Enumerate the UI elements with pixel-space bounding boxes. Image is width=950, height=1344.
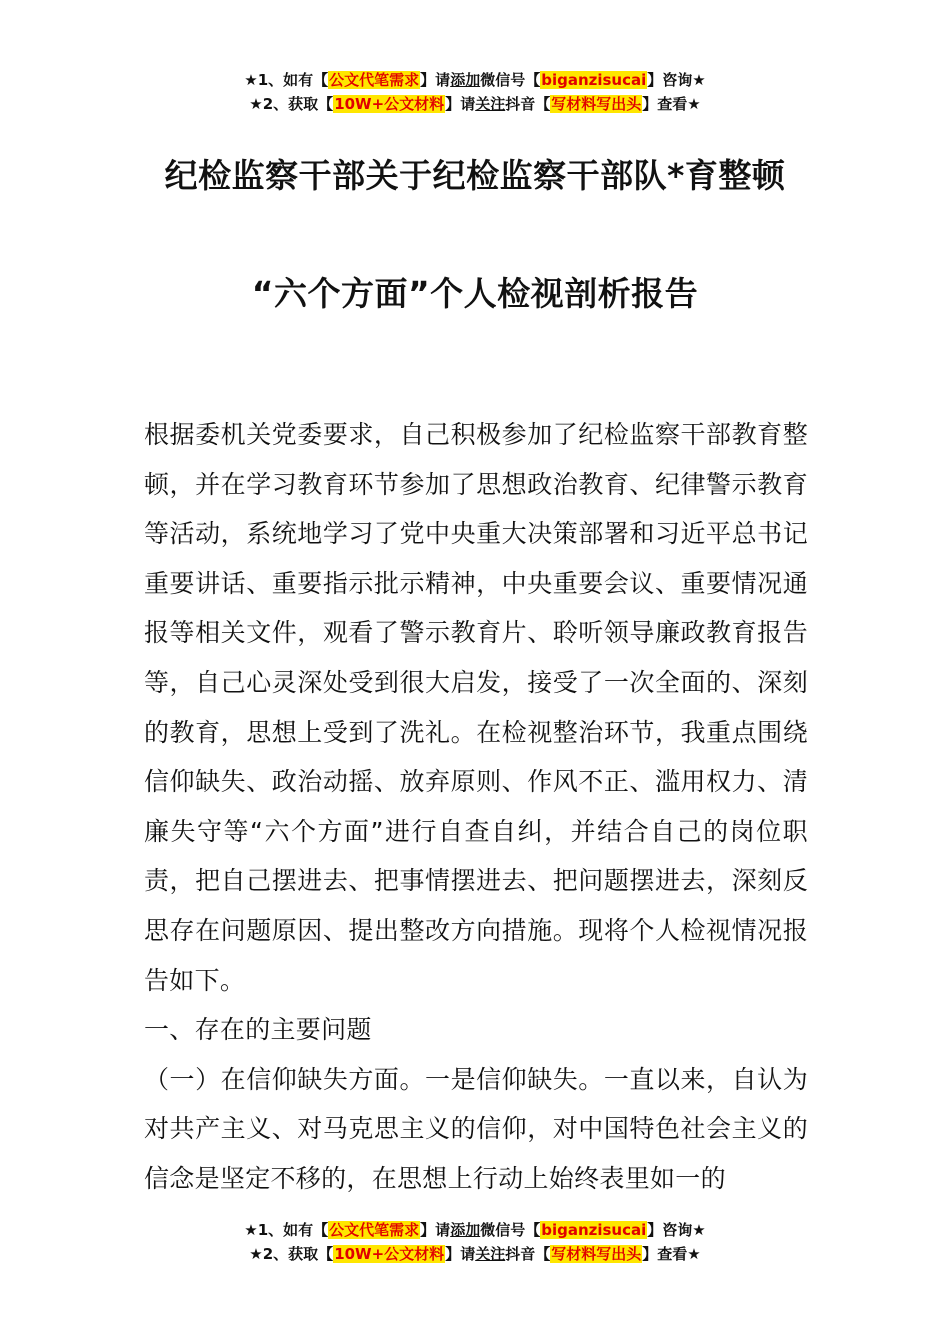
banner-text: 微信号【	[480, 1221, 541, 1239]
paragraph-faith: （一）在信仰缺失方面。一是信仰缺失。一直以来，自认为对共产主义、对马克思主义的信仰，对中国特色社会主义的信念是坚定不移的，在思想上行动上始终表里如一的	[144, 1064, 808, 1193]
banner-text: ★1、如有【	[244, 71, 329, 89]
banner-text: ★1、如有【	[244, 1221, 329, 1239]
highlight-service: 公文代笔需求	[329, 1221, 420, 1239]
banner-text: 】请	[445, 1245, 476, 1263]
highlight-materials: 10W+公文材料	[334, 95, 445, 113]
highlight-douyin-account: 写材料写出头	[551, 1245, 642, 1263]
section-heading: 一、存在的主要问题	[144, 1015, 372, 1045]
highlight-douyin-account: 写材料写出头	[551, 95, 642, 113]
document-title-line-1: 纪检监察干部关于纪检监察干部队*育整顿	[164, 156, 786, 195]
underlined-follow: 关注	[475, 95, 506, 113]
banner-text: 抖音【	[505, 95, 551, 113]
footer-banner	[0, 1218, 950, 1266]
banner-text: 微信号【	[480, 71, 541, 89]
banner-line-1	[0, 68, 950, 92]
highlight-service: 公文代笔需求	[329, 71, 420, 89]
banner-text: 】咨询★	[647, 1221, 706, 1239]
underlined-add: 添加	[450, 1221, 481, 1239]
underlined-add: 添加	[450, 71, 481, 89]
banner-text: 】请	[420, 1221, 451, 1239]
underlined-follow: 关注	[475, 1245, 506, 1263]
banner-text: 抖音【	[505, 1245, 551, 1263]
banner-line-2	[0, 1242, 950, 1266]
document-body	[144, 410, 808, 1204]
banner-text: ★2、获取【	[249, 1245, 334, 1263]
banner-text: 】查看★	[642, 1245, 701, 1263]
header-banner	[0, 68, 950, 116]
highlight-wechat-id: biganzisucai	[541, 1221, 647, 1239]
banner-text: 】请	[420, 71, 451, 89]
banner-line-2	[0, 92, 950, 116]
paragraph-intro: 根据委机关党委要求，自己积极参加了纪检监察干部教育整顿，并在学习教育环节参加了思想政治教育、纪律警示教育等活动，系统地学习了党中央重大决策部署和习近平总书记重要讲话、重要指示批示精神，中央重要会议、重要情况通报等相关文件，观看了警示教育片、聆听领导廉政教育报告等，自己心灵深处受到很大启发，接受了一次全面的、深刻的教育，思想上受到了洗礼。在检视整治环节，我重点围绕信仰缺失、政治动摇、放弃原则、作风不正、滥用权力、清廉失守等“六个方面”进行自查自纠，并结合自己的岗位职责，把自己摆进去、把事情摆进去、把问题摆进去，深刻反思存在问题原因、提出整改方向措施。现将个人检视情况报告如下。	[144, 420, 808, 995]
banner-text: 】咨询★	[647, 71, 706, 89]
banner-text: 】查看★	[642, 95, 701, 113]
highlight-wechat-id: biganzisucai	[541, 71, 647, 89]
document-title-line-2: “六个方面”个人检视剖析报告	[251, 274, 699, 313]
banner-line-1	[0, 1218, 950, 1242]
banner-text: ★2、获取【	[249, 95, 334, 113]
highlight-materials: 10W+公文材料	[334, 1245, 445, 1263]
banner-text: 】请	[445, 95, 476, 113]
